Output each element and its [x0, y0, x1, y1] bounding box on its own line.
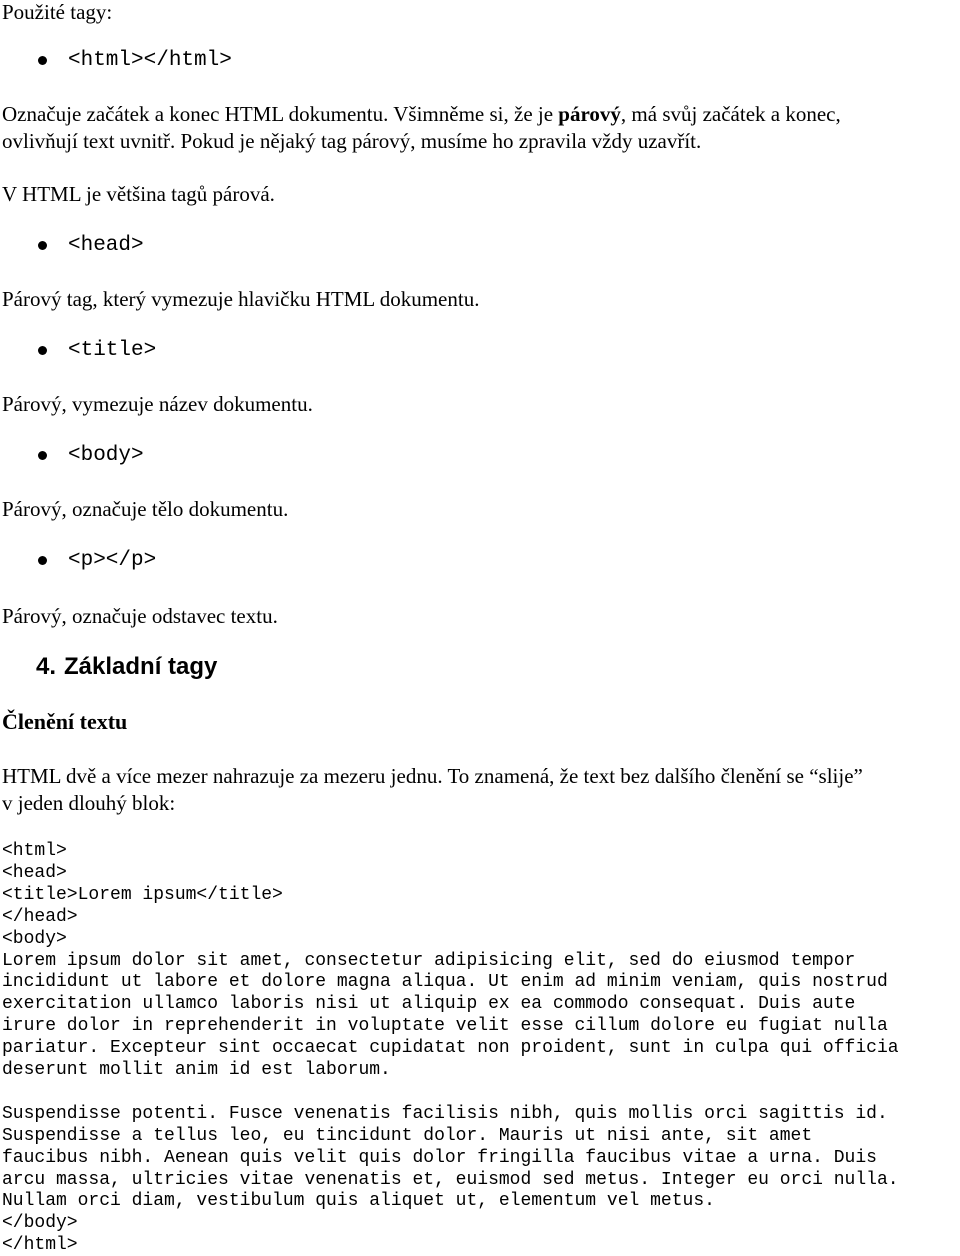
paragraph-line: HTML dvě a více mezer nahrazuje za mezeru jednu. To znamená, že text bez dalšího členění se “slije”: [2, 764, 863, 788]
tag-code: <head>: [68, 233, 144, 257]
bullet-icon: [38, 241, 47, 250]
section-heading: [36, 652, 217, 682]
bullet-icon: [38, 56, 47, 65]
bullet-icon: [38, 556, 47, 565]
code-line: Suspendisse potenti. Fusce venenatis facilisis nibh, quis mollis orci sagittis id.: [2, 1103, 888, 1124]
tag-description: Párový, označuje tělo dokumentu.: [2, 497, 289, 521]
paragraph-line: v jeden dlouhý blok:: [2, 791, 176, 815]
code-line: faucibus nibh. Aenean quis velit quis dolor fringilla faucibus vitae a urna. Duis: [2, 1147, 877, 1168]
used-tags-heading: Použité tagy:: [2, 0, 113, 24]
code-line: irure dolor in reprehenderit in voluptate velit esse cillum dolore eu fugiat nulla: [2, 1016, 888, 1037]
tag-item-html: [38, 45, 232, 75]
tag-description: Párový tag, který vymezuje hlavičku HTML dokumentu.: [2, 287, 480, 311]
code-line: Lorem ipsum dolor sit amet, consectetur adipisicing elit, sed do eiusmod tempor: [2, 950, 856, 971]
code-line: <head>: [2, 862, 67, 883]
code-line: pariatur. Excepteur sint occaecat cupidatat non proident, sunt in culpa qui officia: [2, 1038, 899, 1059]
code-line: arcu massa, ultricies vitae venenatis et, euismod sed metus. Integer eu orci nulla.: [2, 1169, 899, 1190]
section-title: Základní tagy: [64, 653, 218, 680]
code-line: </body>: [2, 1213, 78, 1234]
tag-description-line: Označuje začátek a konec HTML dokumentu. Všimněme si, že je párový, má svůj začátek a konec,: [2, 102, 841, 126]
tag-code: <title>: [68, 338, 157, 362]
tag-item-title: [38, 335, 156, 365]
tag-item-head: [38, 230, 144, 260]
code-line: deserunt mollit anim id est laborum.: [2, 1060, 391, 1080]
bullet-icon: [38, 451, 47, 460]
subsection-heading: Členění textu: [2, 709, 128, 734]
tag-item-p: [38, 545, 156, 575]
tag-item-body: [38, 440, 144, 470]
tag-code: <body>: [68, 443, 144, 467]
code-line: Nullam orci diam, vestibulum quis aliquet ut, elementum vel metus.: [2, 1191, 715, 1212]
code-line: Suspendisse a tellus leo, eu tincidunt dolor. Mauris ut nisi ante, sit amet: [2, 1125, 813, 1146]
code-line: exercitation ullamco laboris nisi ut aliquip ex ea commodo consequat. Duis aute: [2, 994, 856, 1015]
code-line: <body>: [2, 928, 67, 949]
code-line: </head>: [2, 906, 78, 927]
tag-code: <html></html>: [68, 48, 232, 72]
code-line: </html>: [2, 1235, 78, 1256]
tag-code: <p></p>: [68, 548, 157, 572]
code-line: <html>: [2, 841, 67, 861]
tag-description-line: ovlivňují text uvnitř. Pokud je nějaký tag párový, musíme ho zpravila vždy uzavřít.: [2, 129, 702, 153]
section-number: 4.: [36, 653, 57, 680]
tag-description: Párový, označuje odstavec textu.: [2, 604, 278, 628]
bullet-icon: [38, 346, 47, 355]
code-line: <title>Lorem ipsum</title>: [2, 884, 283, 905]
code-line: incididunt ut labore et dolore magna aliqua. Ut enim ad minim veniam, quis nostrud: [2, 972, 888, 993]
tag-description-note: V HTML je většina tagů párová.: [2, 182, 275, 206]
tag-description: Párový, vymezuje název dokumentu.: [2, 392, 313, 416]
